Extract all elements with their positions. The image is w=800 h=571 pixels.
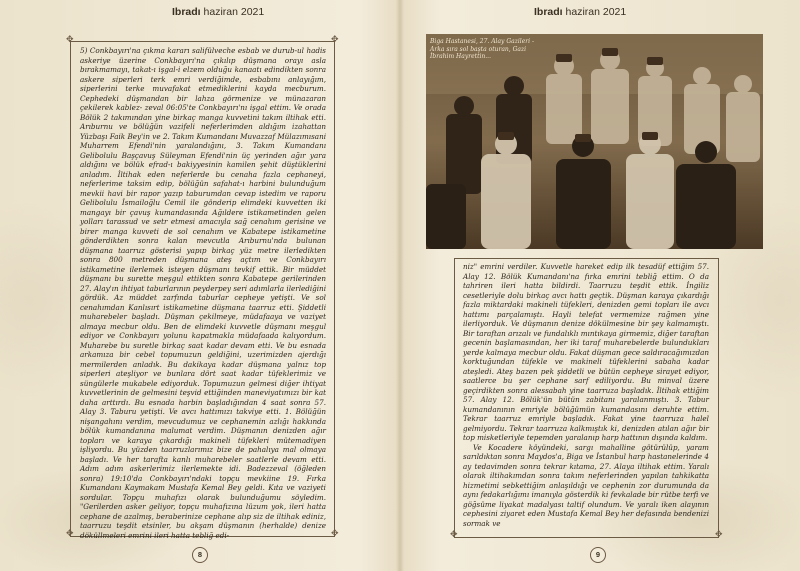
right-page-header bbox=[534, 6, 626, 18]
frame-ornament: ✥ bbox=[450, 530, 458, 540]
page-gutter bbox=[396, 0, 404, 571]
left-page-body bbox=[80, 46, 326, 540]
body-paragraph: Ve Kocadere köyündeki, sargı mahalline götürülüp, yaram sarıldıktan sonra Maydos'a, Biga ve İstanbul harp hastanelerinde 4 ay tedavimden sonra tekrar kıtama, 27. Alaya iltihak ettim. Yaralı olarak iltihakımdan sonra takım neferlerinden yapılan tahkikatta hizmetimi sebkettiğim anlaşıldığı ve cephenin zor durumunda da aynı fedakarlığımı imanıyla gösterdik ki fevkalade bir rütbe terfi ve göğsüme liyakat madalyası taltif olundum. Ve yaralı iken alayının cephesini ziyaret eden Mustafa Kemal Bey her defasında bendenizi sormak ve bbox=[463, 442, 709, 528]
frame-ornament: ✥ bbox=[715, 530, 723, 540]
historical-photo bbox=[426, 34, 763, 249]
sepia-group-photo bbox=[426, 34, 763, 249]
page-number: 9 bbox=[590, 547, 606, 563]
photo-caption bbox=[430, 38, 550, 61]
caption-line: Arka sıra sol başta oturan, Gazi bbox=[430, 45, 527, 53]
frame-ornament: ✥ bbox=[66, 529, 74, 539]
body-paragraph: 5) Conkbayırı'na çıkma kararı salifülveche esbab ve durub-ul hadis askeriye üzerine Conkbayırı'na çıkılıp düşmana orayı asla bırakmamayı, takat-ı işgal-i elzem olduğu kanaatı edindikten sonra askere siperleri terk emri verdiğimde, esbabını anlayığım, siperlerini terke muvafakat etmediklerini kayda mecburum. Cephedeki düşmandan bir lahza görmenize ve münazaran çekilerek kablez- zeval 06:05'te Conkbayırı'nı işgal ettim. Ve orada Bölük 2 takımından yine birkaç manga kuvvetini takım iltihak etti. Arıburnu ve bölüğün vazifeli neferlerimden aldığım izahattan Yüzbaşı Faik Bey'in ve 2. Takım Kumandanı Muvazzaf Mülazımısani Muharrem Efendi'nin yaralandığını, 3. Takım Kumandanı Gelibolulu Başçavuş Süleyman Efendi'nin üç yerinden ağır yara aldığını ve bölük efrad-ı bakiyyesinin kamilen şehit düştüklerini anladım. İltihak eden neferlerde bu cenaha fazla cephaneyi, neferlerime taksim edip, bölüğün safahat-ı harbini bulunduğum mevkii havi bir rapor yazıp taburumdan cevap istedim ve raporu Gelibolulu İsmailoğlu Cemil ile gönderip elimdeki kuvvetten iki mangayı bir çavuş kumandasında Ağıldere istikametinden gelen yolları tarassud ve setr etmesi amacıyla sağ cenahım gerisine ve birer manga kuvveti de sol cenahım ve Kabatepe istikametine gönderdikten sonra kalan mevcutla Arıburnu'nda bulunan düşmana taarruz gösterisi yapıp birkaç yüz metre ilerledikten sonra 800 metreden düşmana ateş açtım ve Conkbayırı istikametine ilerlemek isteyen düşmanı tevkif ettik. Bir müddet düşmanı bu surette meşgul ettikten sonra Kabatepe gerilerinden 27. Alay'ın ihtiyat taburlarının peyderpey seri adımlarla ilerlediğini gördük. Az müddet zarfında taburlar cepheye yetişti. Ve sol cenahımdan Kanlısırt istikametine düşmana taarruz etti. Şiddetli muharebeler başladı. Düşman çekilmeye, müdafaaya ve vaziyet almaya mecbur oldu. Ben de elimdeki kuvvetle düşmanı meşgul ediyor ve Conkbayırı yolunu kapatmakla müdafaada kalıyordum. Muharebe bu suretle birkaç saat kadar devam etti. Ve bu esnada arkamıza bir cebel topumuzun geldiğini, uzerimizden ajerdığı mermilerden anladık. Bu dakikaya kadar düşmana yalnız top siperleri ateşliyor ve bunlara dört saat kadar tüfeklerimiz ve süngülerle mukabele ediyorduk. Topumuzun gelmesi diğer ihtiyat kuvvetlerinin de gelmesini teşvid ettiğinden maneviyatımızı bir kat daha arttırdı. Bu esnada harbin başladığından 4 saat sonra 57. Alay 3. Taburu yetişti. Ve avcı hattımızı takviye etti. 1. Bölüğün nişangahını verdim, mevcudumuz ve cephanemin azlığı hakkında bölük kumandanına malumat verdim. Düşmanın denizden ağır topları ve karaya çıkardığı makineli tüfekleri mütemadiyen işliyordu. Bu yüzden taarruzlarımız bize de pahalıya mal olmaya başladı. Ve her tarafta kanlı muharebeler saatlerle devam etti. Adım adım askerlerimiz ilerlemekte idi. Badezzeval (öğleden sonra) 19:10'da Conkbayırı'ndaki topçu mevkiine 19. Fırka Kumandanı Kaymakam Mustafa Kemal Bey geldi. Kıta ve vaziyeti sordular. Topçu muhafızı olarak bulunduğumu söyledim. "Gerilerden asker geliyor, topçu muhafızına lüzum yok, ileri hatta cephane de azalmış, beraberinize cephane alıp siz de iltihak ediniz, taarruzu teşdit etsinler, bu akşam düşmanın (herhalde) denize döküllmeleri emrini ileri hatta tebliğ edi- bbox=[80, 46, 326, 540]
caption-line: İbrahim Hayrettin... bbox=[430, 53, 491, 60]
publication-name: Ibradı bbox=[534, 6, 563, 18]
body-paragraph: niz" emrini verdiler. Kuvvetle hareket edip ilk tesadüf ettiğim 57. Alay 12. Bölük Kumandanı'na fırka emrini tebliğ ettim. O da tahriren ileri hatta bildirdi. Taarruzu teşdit ettik. İngiliz cesetleriyle dolu birkaç avcı hattı geçtik. Düşman karaya çıkardığı fazla miktardaki makineli tüfekleri, denizden gemi topları ile avcı hattımı parçalamıştı. Hayli telefat vermemize rağmen yine ilerliyorduk. Ve düşmanın denize dökülmesine bir şey kalmamıştı. Bir taraftan arızalı ve fundalıklı mıntıkaya girmemiz, diğer taraftan gecenin başlamasından, her iki taraf muharebelerde bulundukları yerde kalmaya mecbur oldu. Fakat düşman gece saldıracağımızdan korktuğundan tüfekle ve makineli tüfeklerini sabaha kadar ateşledi. Ateş bazen pek şiddetli ve bütün cepheye sirayet ediyor, saatlerce bu şer cephane sarf ediliyordu. Bu minval üzere geçirdikten sonra alessabah yine taarruza başladık. İltihak ettiğim 57. Alay 12. Bölük'ün bütün zabitanı yaralanmıştı. 3. Tabur kumandanının emriyle bölüğümün kumandasını deruhte ettim. Tekrar taarruz emriyle başladık. Fakat yine taarruza halel gelmiyordu. Tekrar taarruza kalkmıştık ki, denizden atılan ağır bir top misketleriyle tepemden yaralanıp harp hattının dışında kaldım. bbox=[463, 262, 709, 442]
left-page-header bbox=[172, 6, 264, 18]
frame-ornament: ✥ bbox=[331, 529, 339, 539]
page-number: 8 bbox=[192, 547, 208, 563]
frame-ornament: ✥ bbox=[331, 35, 339, 45]
publication-name: Ibradı bbox=[172, 6, 201, 18]
issue-date: haziran 2021 bbox=[565, 6, 627, 18]
right-page-body bbox=[463, 262, 709, 528]
issue-date: haziran 2021 bbox=[203, 6, 265, 18]
caption-line: Biga Hastanesi, 27. Alay Gazileri - bbox=[430, 38, 534, 45]
frame-ornament: ✥ bbox=[66, 35, 74, 45]
